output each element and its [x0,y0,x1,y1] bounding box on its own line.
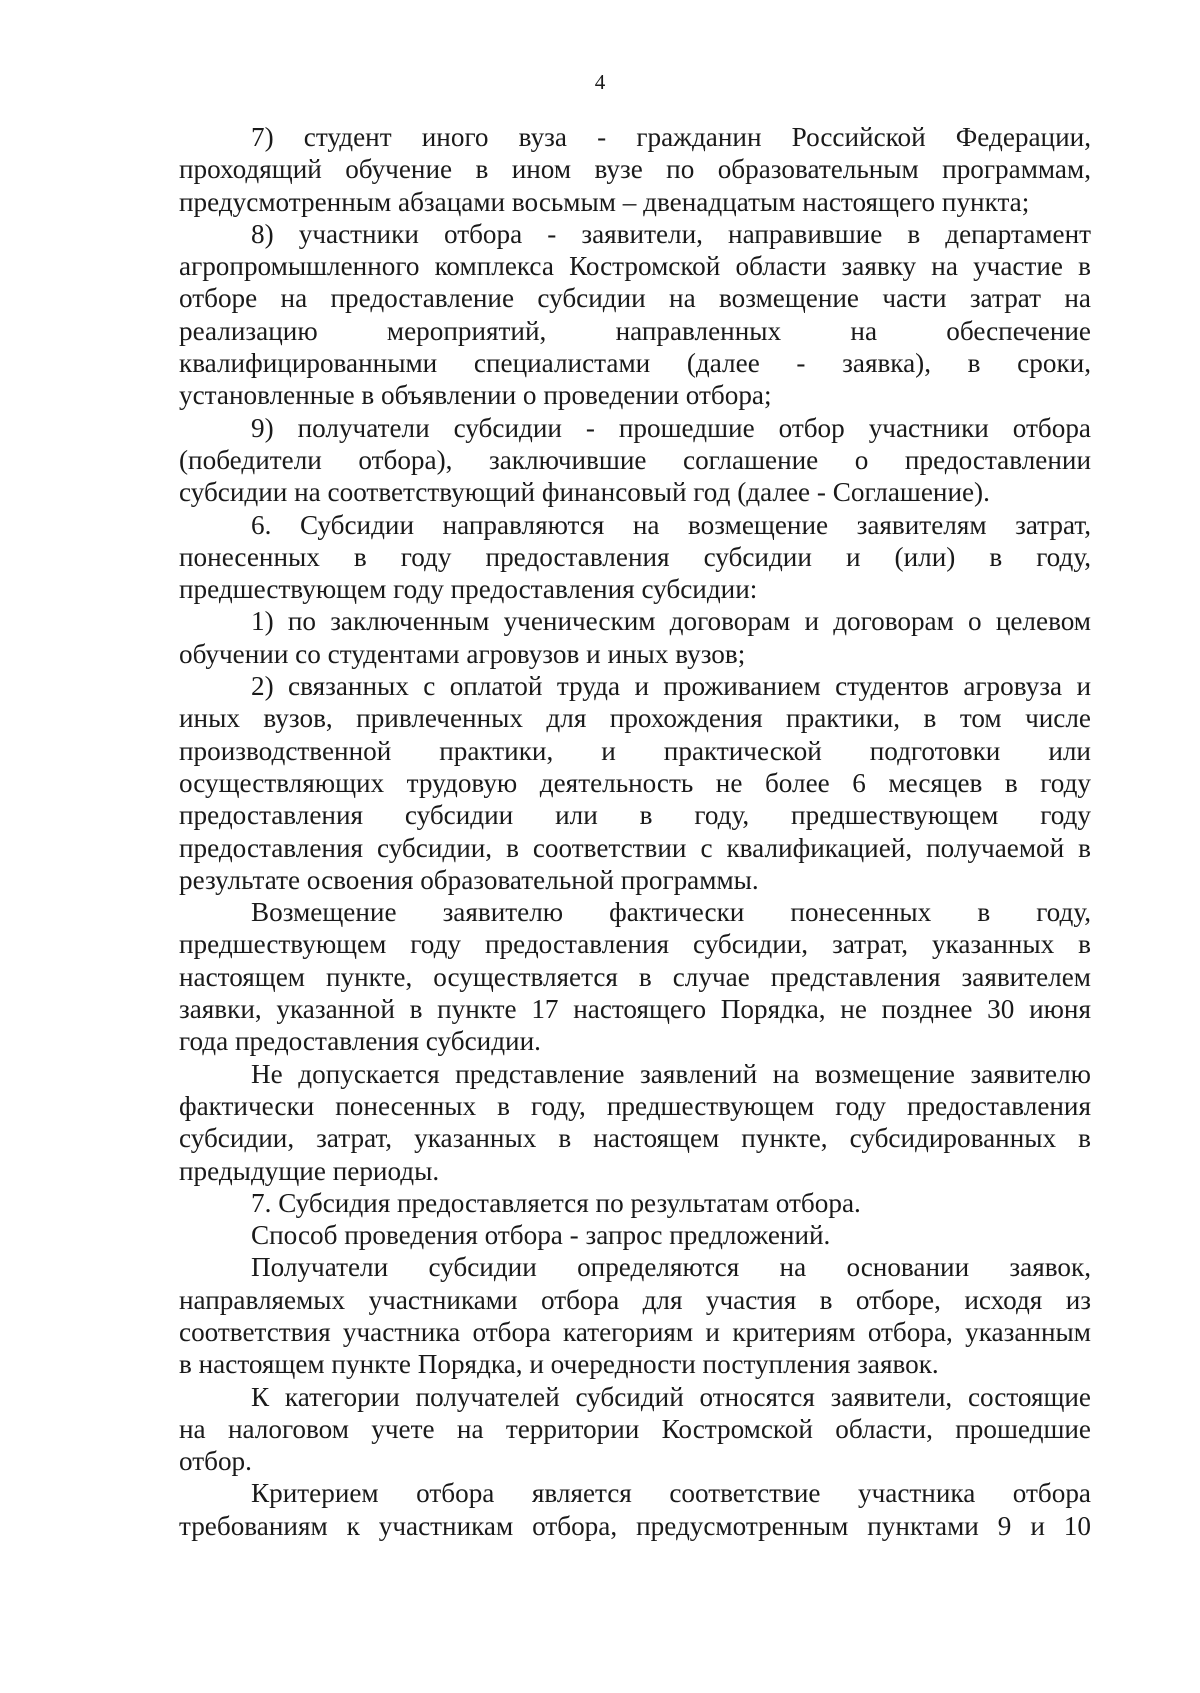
paragraph-13-line-1: Критерием отбора является соответствие участника отбора [251,1478,1091,1509]
paragraph-12-line-1: К категории получателей субсидий относятся заявители, состоящие [251,1381,1091,1412]
paragraph-8-line-2: фактически понесенных в году, предшествующем году предоставления [179,1090,1091,1121]
paragraph-6-line-3: производственной практики, и практической подготовки или [179,735,1091,766]
paragraph-11-line-4: в настоящем пункте Порядка, и очередности поступления заявок. [179,1349,939,1380]
paragraph-2-line-1: 8) участники отбора - заявители, направившие в департамент [251,218,1091,249]
paragraph-3-line-2: (победители отбора), заключившие соглашение о предоставлении [179,444,1091,475]
paragraph-2-line-5: квалифицированными специалистами (далее - заявка), в сроки, [179,348,1091,379]
paragraph-6-line-6: предоставления субсидии, в соответствии с квалификацией, получаемой в [179,832,1091,863]
paragraph-2-line-2: агропромышленного комплекса Костромской области заявку на участие в [179,251,1091,282]
page-number: 4 [594,70,606,94]
paragraph-4-line-1: 6. Субсидии направляются на возмещение заявителям затрат, [251,509,1091,540]
paragraph-6-line-4: осуществляющих трудовую деятельность не более 6 месяцев в году [179,767,1091,798]
paragraph-13-line-2: требованиям к участникам отбора, предусмотренным пунктами 9 и 10 [179,1510,1091,1541]
paragraph-11-line-3: соответствия участника отбора категориям и критериям отбора, указанным [179,1316,1091,1347]
paragraph-11-line-1: Получатели субсидии определяются на основании заявок, [251,1252,1091,1283]
paragraph-4-line-3: предшествующем году предоставления субсидии: [179,574,758,605]
paragraph-9-line-1: 7. Субсидия предоставляется по результатам отбора. [251,1187,861,1218]
paragraph-5-line-1: 1) по заключенным ученическим договорам и договорам о целевом [251,606,1091,637]
document-body [179,121,1091,1542]
paragraph-5-line-2: обучении со студентами агровузов и иных вузов; [179,638,746,669]
paragraph-4-line-2: понесенных в году предоставления субсидии и (или) в году, [179,541,1091,572]
paragraph-6-line-1: 2) связанных с оплатой труда и проживанием студентов агровуза и [251,671,1091,702]
paragraph-3-line-1: 9) получатели субсидии - прошедшие отбор участники отбора [251,412,1091,443]
paragraph-6-line-2: иных вузов, привлеченных для прохождения практики, в том числе [179,703,1091,734]
paragraph-8-line-4: предыдущие периоды. [179,1155,440,1186]
paragraph-8-line-1: Не допускается представление заявлений на возмещение заявителю [251,1058,1091,1089]
paragraph-8-line-3: субсидии, затрат, указанных в настоящем пункте, субсидированных в [179,1123,1091,1154]
paragraph-3-line-3: субсидии на соответствующий финансовый год (далее - Соглашение). [179,477,990,508]
paragraph-2-line-3: отборе на предоставление субсидии на возмещение части затрат на [179,283,1091,314]
paragraph-7-line-1: Возмещение заявителю фактически понесенных в году, [251,897,1091,928]
paragraph-7-line-2: предшествующем году предоставления субсидии, затрат, указанных в [179,929,1091,960]
paragraph-2-line-6: установленные в объявлении о проведении отбора; [179,380,772,411]
paragraph-1-line-1: 7) студент иного вуза - гражданин Российской Федерации, [251,122,1091,152]
paragraph-2-line-4: реализацию мероприятий, направленных на обеспечение [179,315,1091,346]
paragraph-7-line-3: настоящем пункте, осуществляется в случае представления заявителем [179,961,1091,992]
paragraph-7-line-5: года предоставления субсидии. [179,1026,541,1057]
paragraph-12-line-3: отбор. [179,1446,252,1477]
paragraph-1-line-2: проходящий обучение в ином вузе по образовательным программам, [179,154,1091,185]
paragraph-6-line-7: результате освоения образовательной программы. [179,864,759,895]
paragraph-10-line-1: Способ проведения отбора - запрос предложений. [251,1220,831,1251]
paragraph-6-line-5: предоставления субсидии или в году, предшествующем году [179,800,1091,831]
paragraph-1-line-3: предусмотренным абзацами восьмым – двенадцатым настоящего пункта; [179,186,1030,217]
paragraph-11-line-2: направляемых участниками отбора для участия в отборе, исходя из [179,1284,1091,1315]
paragraph-7-line-4: заявки, указанной в пункте 17 настоящего Порядка, не позднее 30 июня [179,994,1091,1025]
paragraph-12-line-2: на налоговом учете на территории Костромской области, прошедшие [179,1413,1091,1444]
